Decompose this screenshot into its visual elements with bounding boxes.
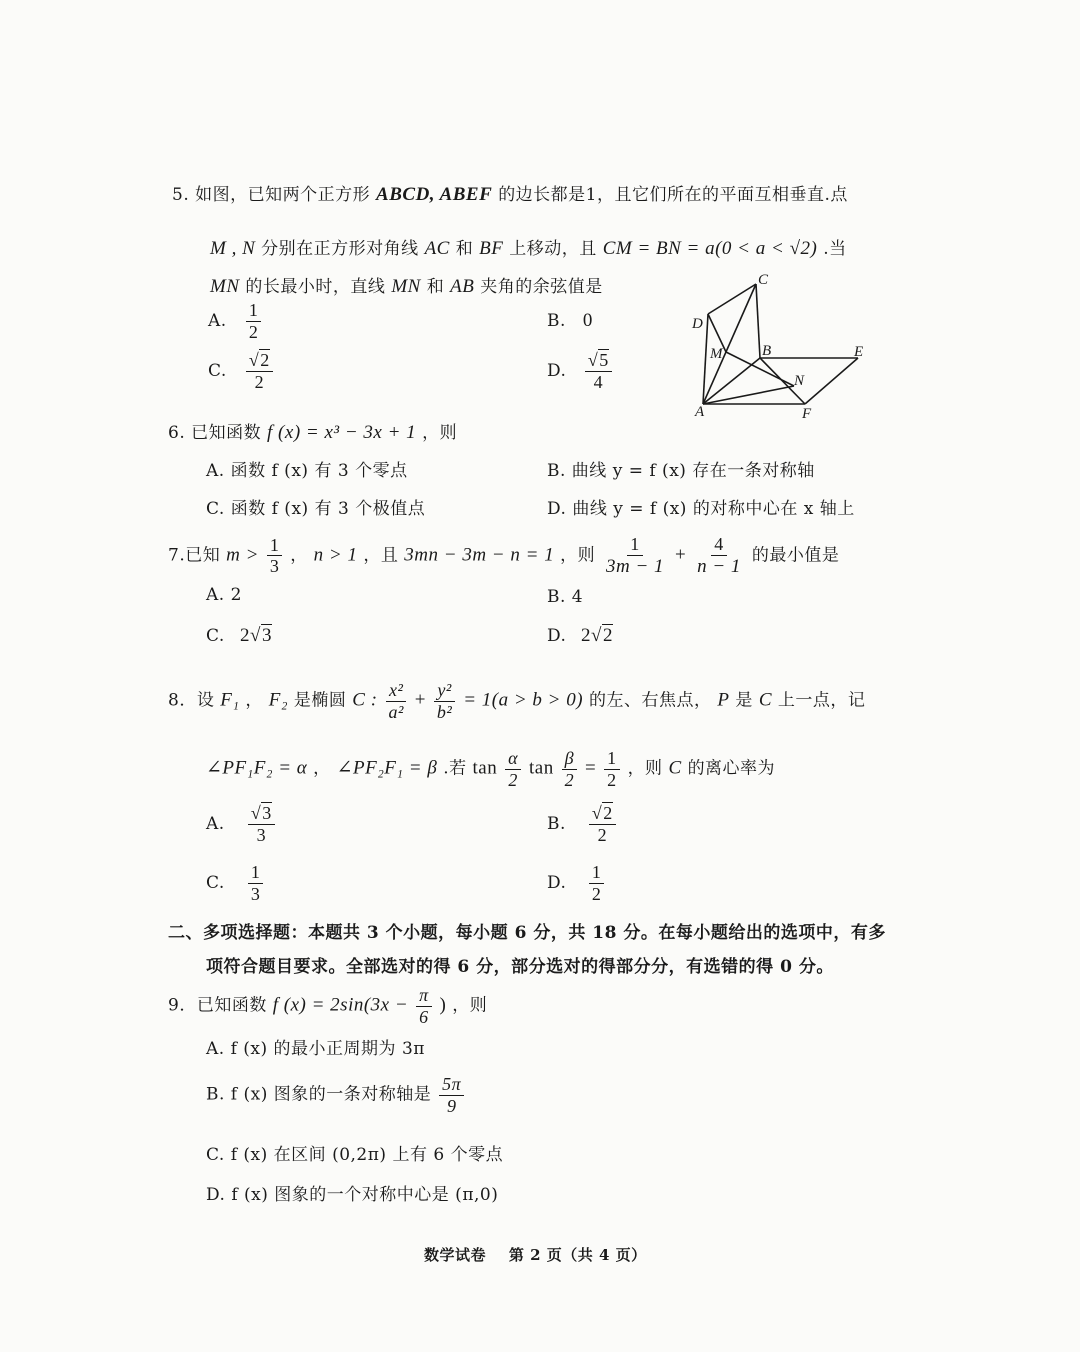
q6-text: ，则 bbox=[422, 423, 458, 443]
q8-c: C bbox=[758, 689, 772, 711]
q7-text: ，且 bbox=[363, 545, 399, 566]
q5-points: M , N bbox=[210, 238, 256, 259]
numerator: √5 bbox=[585, 350, 612, 372]
q8-text: 的离心率为 bbox=[687, 758, 776, 779]
q9-option-b bbox=[206, 1074, 466, 1116]
q7-equation: 3mn − 3m − n = 1 bbox=[404, 544, 555, 566]
coefficient: 2 bbox=[240, 625, 250, 646]
q9-function: f (x) = 2sin(3x − bbox=[272, 994, 409, 1016]
denominator: 3 bbox=[269, 556, 280, 577]
q5-ab: AB bbox=[450, 276, 475, 297]
q5-mn: MN bbox=[391, 276, 421, 297]
denominator: 3m − 1 bbox=[606, 555, 665, 577]
numerator: y² bbox=[434, 680, 454, 702]
radicand: 2 bbox=[260, 350, 270, 370]
numerator: √3 bbox=[248, 803, 275, 825]
numerator: 1 bbox=[267, 535, 283, 557]
q5-text: 和 bbox=[455, 239, 474, 259]
q6-option-a: A. 函数 f (x) 有 3 个零点 bbox=[206, 461, 408, 481]
edge-ef bbox=[805, 358, 858, 404]
label-f: F bbox=[802, 406, 812, 422]
q5-text: 和 bbox=[426, 277, 445, 297]
fraction bbox=[694, 534, 744, 578]
q7-option-c: C. 2√3 bbox=[206, 625, 272, 646]
q5-text: .当 bbox=[823, 239, 847, 259]
label-c: C bbox=[758, 272, 769, 288]
option-label: B. bbox=[547, 813, 566, 834]
q8-p: P bbox=[717, 689, 730, 711]
coefficient: 2 bbox=[581, 625, 591, 646]
option-label: A. bbox=[208, 310, 227, 331]
plus: + bbox=[674, 544, 687, 566]
q8-option-a bbox=[206, 803, 277, 845]
numerator: 1 bbox=[627, 534, 643, 556]
radicand: 3 bbox=[262, 803, 272, 823]
q6-function: f (x) = x³ − 3x + 1 bbox=[267, 422, 417, 443]
q5-line2 bbox=[210, 234, 847, 260]
numerator: 1 bbox=[604, 748, 620, 770]
fraction bbox=[385, 680, 406, 722]
numerator: 1 bbox=[246, 300, 262, 322]
q7-option-b: B. 4 bbox=[547, 587, 584, 607]
denominator: 2 bbox=[564, 769, 575, 790]
q8-option-d bbox=[547, 862, 606, 904]
numerator: 1 bbox=[589, 862, 605, 884]
q8-f2: F₂ bbox=[268, 689, 288, 711]
label-m: M bbox=[710, 346, 723, 362]
q9-option-a: A. f (x) 的最小正周期为 3π bbox=[206, 1039, 425, 1059]
q8-stem: 8．设 F₁ ， F₂ 是椭圆 C : $\frac{\text{x²}}{\text{a²}}$ + $\frac{\text{y²}}{\text{b²}}$ = 1(a > b > 0) 的左、右焦点， P 是 C 上一点，记 bbox=[168, 680, 866, 722]
q8-angle-alpha: ∠PF₁F₂ = α bbox=[206, 757, 308, 779]
denominator: 3 bbox=[250, 883, 261, 904]
q5-option-a bbox=[208, 300, 263, 342]
fraction bbox=[434, 680, 455, 722]
q7-option-a: A. 2 bbox=[206, 585, 242, 605]
denominator: 2 bbox=[591, 883, 602, 904]
fraction bbox=[604, 748, 620, 790]
option-label: C. bbox=[208, 360, 227, 381]
page-footer: 数学试卷 第 2 页（共 4 页） bbox=[424, 1246, 647, 1264]
q7-text: 的最小值是 bbox=[751, 545, 840, 566]
q8-text: 上一点，记 bbox=[777, 690, 866, 711]
option-label: C. bbox=[206, 626, 225, 646]
q8-f1: F₁ bbox=[220, 689, 240, 711]
denominator: 4 bbox=[593, 371, 604, 392]
option-text: B. f (x) 图象的一条对称轴是 bbox=[206, 1084, 432, 1105]
q6-option-c: C. 函数 f (x) 有 3 个极值点 bbox=[206, 499, 426, 519]
q5-figure bbox=[680, 268, 880, 428]
q5-option-d bbox=[547, 350, 614, 392]
q7-n: n > 1 bbox=[313, 544, 358, 566]
numerator: √2 bbox=[589, 803, 616, 825]
q9-stem bbox=[168, 985, 487, 1027]
q6-stem bbox=[168, 418, 457, 444]
q5-text: 的边长都是1，且它们所在的平面互相垂直.点 bbox=[498, 185, 848, 205]
q8-text: 的左、右焦点， bbox=[588, 690, 712, 711]
denominator: n − 1 bbox=[697, 555, 741, 577]
q9-option-d: D. f (x) 图象的一个对称中心是 (π,0) bbox=[206, 1185, 499, 1205]
denominator: a² bbox=[388, 701, 404, 722]
numerator: 1 bbox=[248, 862, 264, 884]
q8-c: C bbox=[668, 757, 682, 779]
denominator: 2 bbox=[508, 769, 518, 790]
fraction bbox=[248, 862, 264, 904]
q8-option-b bbox=[547, 803, 618, 845]
denominator: b² bbox=[436, 701, 453, 722]
q8-text: ， bbox=[313, 758, 331, 779]
q5-text: 上移动，且 bbox=[509, 239, 597, 259]
fraction bbox=[416, 985, 432, 1027]
denominator: 6 bbox=[419, 1006, 429, 1027]
q6-option-b: B. 曲线 y = f (x) 存在一条对称轴 bbox=[547, 461, 815, 481]
fraction bbox=[246, 300, 262, 342]
fraction bbox=[585, 350, 612, 392]
fraction bbox=[248, 803, 275, 845]
paren: ) bbox=[439, 994, 447, 1016]
option-label: A. bbox=[206, 813, 225, 834]
option-label: D. bbox=[547, 626, 567, 646]
section-2-instructions-line1: 二、多项选择题：本题共 3 个小题，每小题 6 分，共 18 分。在每小题给出的选项中，有多 bbox=[168, 923, 886, 943]
fraction bbox=[267, 535, 283, 577]
q8-angle-beta: ∠PF₂F₁ = β bbox=[336, 757, 438, 779]
q8-text: .若 bbox=[443, 758, 467, 779]
fraction bbox=[246, 350, 273, 392]
q6-text: 6. 已知函数 bbox=[168, 423, 262, 443]
q5-text: 夹角的余弦值是 bbox=[480, 277, 603, 297]
q7-text: ， bbox=[290, 545, 308, 566]
option-label: B. bbox=[547, 311, 566, 331]
q5-bf: BF bbox=[479, 238, 504, 259]
section-2-instructions-line2: 项符合题目要求。全部选对的得 6 分，部分选对的得部分分，有选错的得 0 分。 bbox=[206, 957, 834, 977]
q8-line2: ∠PF₁F₂ = α ， ∠PF₂F₁ = β .若 tan $\frac{\alpha}{2}$ tan $\frac{\beta}{2}$ = $\frac{1}{2}$ ，则 C 的离心率为 bbox=[206, 748, 776, 790]
option-label: C. bbox=[206, 872, 225, 893]
numerator: x² bbox=[386, 680, 406, 702]
fraction bbox=[603, 534, 667, 578]
q7-text: 7.已知 bbox=[168, 545, 221, 566]
q7-m: m > bbox=[226, 544, 259, 566]
q5-number: 5. bbox=[172, 185, 190, 205]
denominator: 2 bbox=[597, 824, 608, 845]
denominator: 2 bbox=[248, 321, 259, 342]
fraction bbox=[589, 803, 616, 845]
q5-mn: MN bbox=[210, 276, 240, 297]
q8-text: ， bbox=[245, 690, 263, 711]
q8-text: 8．设 bbox=[168, 690, 215, 711]
tan: tan bbox=[529, 757, 554, 779]
q5-line1 bbox=[172, 180, 848, 206]
q5-option-c bbox=[208, 350, 275, 392]
edge-ad bbox=[703, 314, 708, 404]
q8-option-c bbox=[206, 862, 265, 904]
option-label: D. bbox=[547, 872, 567, 893]
radicand: 5 bbox=[599, 350, 609, 370]
radicand: 2 bbox=[602, 625, 613, 646]
q8-text: ，则 bbox=[627, 758, 663, 779]
fraction bbox=[589, 862, 605, 904]
denominator: 9 bbox=[446, 1095, 457, 1116]
option-value: 0 bbox=[582, 310, 593, 331]
option-label: D. bbox=[547, 360, 567, 381]
denominator: 2 bbox=[607, 769, 617, 790]
label-d: D bbox=[692, 316, 703, 332]
q9-text: 9．已知函数 bbox=[168, 995, 267, 1016]
q7-option-d: D. 2√2 bbox=[547, 625, 613, 646]
q7-stem bbox=[168, 534, 839, 578]
numerator: α bbox=[505, 748, 521, 770]
numerator: β bbox=[562, 748, 577, 770]
q7-text: ，则 bbox=[560, 545, 596, 566]
tan: tan bbox=[472, 757, 498, 779]
numerator: π bbox=[416, 985, 432, 1007]
label-e: E bbox=[854, 344, 864, 360]
denominator: 2 bbox=[254, 371, 265, 392]
segment-an bbox=[703, 386, 794, 404]
q8-ellipse-name: C : bbox=[352, 689, 378, 711]
fraction bbox=[505, 748, 521, 790]
q5-condition: CM = BN = a(0 < a < √2) bbox=[602, 238, 818, 259]
q8-text: 是 bbox=[735, 690, 753, 711]
q6-option-d: D. 曲线 y = f (x) 的对称中心在 x 轴上 bbox=[547, 499, 855, 519]
q5-squares: ABCD, ABEF bbox=[376, 184, 493, 205]
label-n: N bbox=[794, 373, 805, 389]
diag-ac bbox=[703, 284, 756, 404]
numerator: √2 bbox=[246, 350, 273, 372]
q5-text: 的长最小时，直线 bbox=[245, 277, 386, 297]
radicand: 3 bbox=[261, 625, 272, 646]
numerator: 5π bbox=[439, 1074, 464, 1096]
edge-cb bbox=[756, 284, 760, 358]
radicand: 2 bbox=[603, 803, 613, 823]
fraction bbox=[439, 1074, 464, 1116]
q5-ac: AC bbox=[424, 238, 450, 259]
q9-option-c: C. f (x) 在区间 (0,2π) 上有 6 个零点 bbox=[206, 1145, 504, 1165]
q9-text: ，则 bbox=[452, 995, 488, 1016]
q8-condition: = 1(a > b > 0) bbox=[463, 689, 584, 711]
q5-text: 如图，已知两个正方形 bbox=[195, 185, 371, 205]
numerator: 4 bbox=[711, 534, 727, 556]
q5-text: 分别在正方形对角线 bbox=[261, 239, 419, 259]
q5-option-b bbox=[547, 310, 593, 332]
fraction bbox=[562, 748, 578, 790]
label-b: B bbox=[762, 343, 772, 359]
label-a: A bbox=[695, 404, 705, 420]
q8-text: 是椭圆 bbox=[293, 690, 347, 711]
denominator: 3 bbox=[256, 824, 267, 845]
q5-line3 bbox=[210, 272, 603, 298]
